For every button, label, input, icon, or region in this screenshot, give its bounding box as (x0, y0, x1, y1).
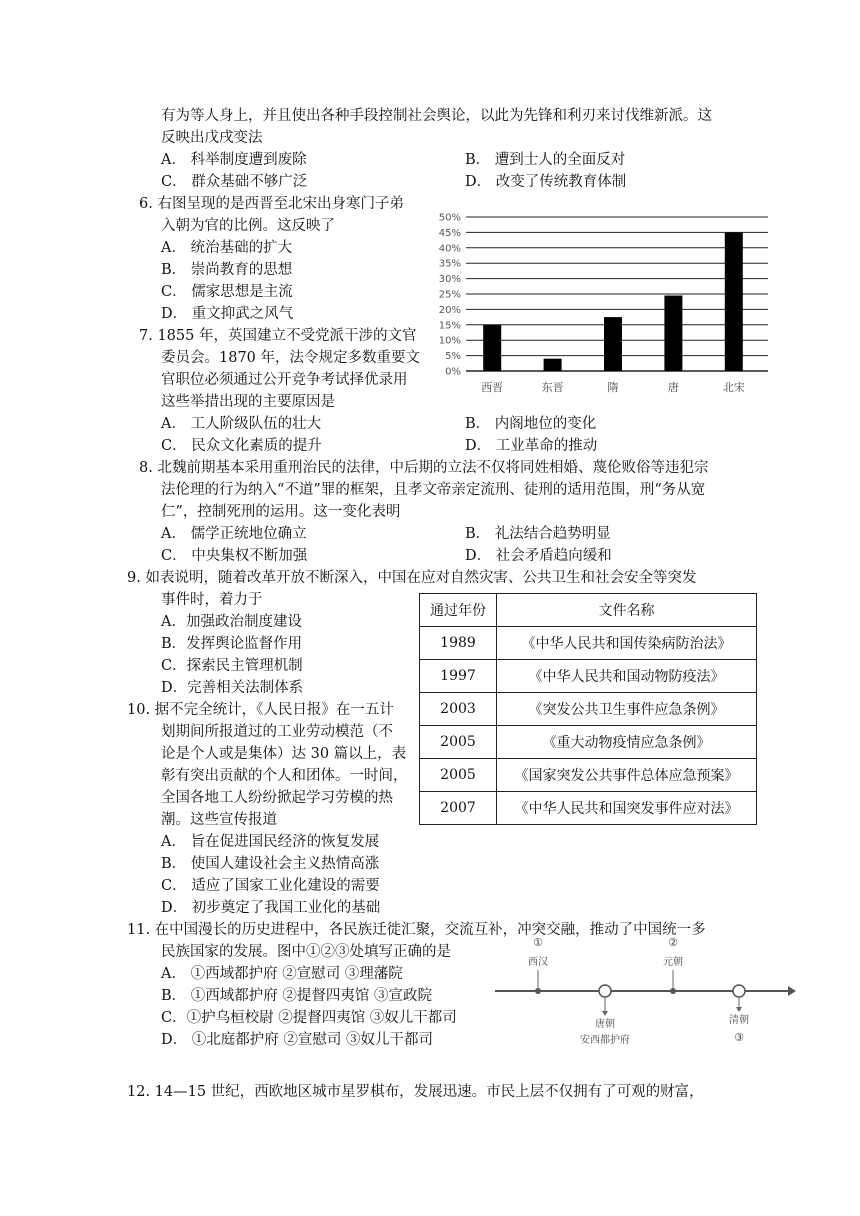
q10-line-1: 10. 据不完全统计，《人民日报》在一五计 (127, 702, 394, 718)
cell-document: 《突发公共卫生事件应急条例》 (497, 693, 757, 726)
q10-line-6: 潮。这些宣传报道 (161, 812, 277, 828)
timeline-node (599, 985, 611, 997)
q9-line-1: 9. 如表说明，随着改革开放不断深入，中国在应对自然灾害、公共卫生和社会安全等突发 (127, 570, 697, 586)
q8-option-a: A． 儒学正统地位确立 (161, 526, 307, 542)
header-year: 通过年份 (420, 594, 497, 627)
q9-option-a: A．加强政治制度建设 (161, 614, 302, 630)
q6-option-a: A． 统治基础的扩大 (161, 240, 293, 256)
law-table-header (420, 594, 757, 627)
q10-line-2: 划期间所报道过的工业劳动模范（不 (161, 724, 393, 740)
q7-line-2: 委员会。1870 年，法令规定多数重要文 (161, 350, 421, 366)
q10-option-d: D． 初步奠定了我国工业化的基础 (161, 900, 381, 916)
y-tick-label: 20% (438, 304, 461, 316)
q9-line-2: 事件时，着力于 (161, 592, 263, 608)
bar (604, 317, 622, 371)
arrow-head-icon (788, 986, 796, 996)
q10-option-b: B． 使国人建设社会主义热情高涨 (161, 856, 380, 872)
q11-option-b: B． ①西域都护府 ②提督四夷馆 ③宣政院 (161, 988, 432, 1004)
q10-option-a: A． 旨在促进国民经济的恢复发展 (161, 834, 380, 850)
q11-option-a: A． ①西域都护府 ②宣慰司 ③理藩院 (161, 966, 403, 982)
x-tick-label: 北宋 (722, 381, 745, 394)
cell-year: 2005 (420, 759, 497, 792)
timeline-dot (535, 988, 541, 994)
x-tick-label: 东晋 (541, 381, 564, 394)
q11-option-c: C．①护乌桓校尉 ②提督四夷馆 ③奴儿干都司 (161, 1010, 457, 1026)
table-row (420, 693, 757, 726)
timeline-node (733, 985, 745, 997)
q5-option-d: D． 改变了传统教育体制 (465, 174, 627, 190)
q8-line-1: 8. 北魏前期基本采用重刑治民的法律，中后期的立法不仅将同姓相婚、蔑伦败俗等违犯宗 (139, 460, 709, 476)
q8-option-c: C． 中央集权不断加强 (161, 548, 308, 564)
cell-year: 1989 (420, 627, 497, 660)
table-row (420, 726, 757, 759)
x-tick-label: 西晋 (481, 381, 504, 394)
q8-option-d: D． 社会矛盾趋向缓和 (465, 548, 612, 564)
q5-line-1: 有为等人身上，并且使出各种手段控制社会舆论，以此为先锋和利刃来讨伐维新派。这 (161, 108, 712, 124)
x-tick-label: 唐 (667, 381, 679, 394)
q7-option-c: C． 民众文化素质的提升 (161, 438, 322, 454)
q5-option-b: B． 遭到士人的全面反对 (465, 152, 626, 168)
bar (725, 232, 743, 371)
timeline-diagram (490, 930, 800, 1050)
q8-option-b: B． 礼法结合趋势明显 (465, 526, 611, 542)
bar (483, 325, 501, 371)
table-row (420, 660, 757, 693)
timeline-label-xihan: 西汉 (528, 957, 548, 968)
cell-year: 1997 (420, 660, 497, 693)
cell-document: 《重大动物疫情应急条例》 (497, 726, 757, 759)
y-tick-label: 45% (438, 227, 461, 239)
cell-document: 《中华人民共和国传染病防治法》 (497, 627, 757, 660)
q6-option-c: C． 儒家思想是主流 (161, 284, 293, 300)
y-tick-label: 35% (438, 258, 461, 270)
down-arrow-icon (736, 1007, 742, 1012)
cell-year: 2005 (420, 726, 497, 759)
y-tick-label: 0% (445, 366, 461, 378)
q9-option-c: C．探索民主管理机制 (161, 658, 303, 674)
q5-option-a: A． 科举制度遭到废除 (161, 152, 307, 168)
y-tick-label: 15% (438, 320, 461, 332)
table-row (420, 792, 757, 825)
y-tick-label: 30% (438, 274, 461, 286)
q9-option-b: B．发挥舆论监督作用 (161, 636, 303, 652)
q10-option-c: C． 适应了国家工业化建设的需要 (161, 878, 380, 894)
law-table (419, 593, 757, 825)
header-document: 文件名称 (497, 594, 757, 627)
down-arrow-icon (602, 1011, 608, 1016)
q5-option-c: C． 群众基础不够广泛 (161, 174, 308, 190)
q11-line-1: 11. 在中国漫长的历史进程中，各民族迁徙汇聚，交流互补，冲突交融，推动了中国统一多 (127, 922, 706, 938)
q10-line-4: 彰有突出贡献的个人和团体。一时间， (161, 768, 408, 784)
timeline-label-yuan: 元朝 (663, 957, 683, 968)
timeline-mark-3: ③ (734, 1031, 744, 1044)
timeline-mark-2: ② (668, 936, 678, 949)
bar (664, 296, 682, 371)
q7-line-4: 这些举措出现的主要原因是 (161, 394, 335, 410)
timeline-label-tang: 唐朝 (595, 1019, 615, 1030)
y-tick-label: 25% (438, 289, 461, 301)
q8-line-3: 仁”，控制死刑的运用。这一变化表明 (161, 504, 401, 520)
q7-option-a: A． 工人阶级队伍的壮大 (161, 416, 322, 432)
q6-line-1: 6. 右图呈现的是西晋至北宋出身寒门子弟 (139, 196, 404, 212)
q9-option-d: D．完善相关法制体系 (161, 680, 304, 696)
y-tick-label: 5% (445, 351, 461, 363)
table-row (420, 759, 757, 792)
q5-line-2: 反映出戊戌变法 (161, 130, 263, 146)
q11-line-2: 民族国家的发展。图中①②③处填写正确的是 (161, 944, 451, 960)
cell-year: 2007 (420, 792, 497, 825)
timeline-label-qing: 清朝 (729, 1015, 749, 1026)
cell-document: 《国家突发公共事件总体应急预案》 (497, 759, 757, 792)
q12-line-1: 12. 14—15 世纪，西欧地区城市星罗棋布，发展迅速。市民上层不仅拥有了可观的财富， (127, 1084, 704, 1100)
y-tick-label: 40% (438, 243, 461, 255)
bar (544, 359, 562, 371)
timeline-mark-1: ① (533, 936, 543, 949)
q6-option-b: B． 崇尚教育的思想 (161, 262, 293, 278)
q7-line-3: 官职位必须通过公开竞争考试择优录用 (161, 372, 408, 388)
q7-option-d: D． 工业革命的推动 (465, 438, 598, 454)
y-tick-label: 50% (438, 212, 461, 224)
cell-document: 《中华人民共和国动物防疫法》 (497, 660, 757, 693)
timeline-dot (670, 988, 676, 994)
q7-option-b: B． 内阁地位的变化 (465, 416, 597, 432)
cell-document: 《中华人民共和国突发事件应对法》 (497, 792, 757, 825)
y-tick-label: 10% (438, 335, 461, 347)
bar-chart (430, 205, 775, 400)
q11-option-d: D． ①北庭都护府 ②宣慰司 ③奴儿干都司 (161, 1032, 433, 1048)
q7-line-1: 7. 1855 年，英国建立不受党派干涉的文官 (139, 328, 417, 344)
x-tick-label: 隋 (607, 381, 619, 394)
q6-line-2: 入朝为官的比例。这反映了 (161, 218, 335, 234)
q8-line-2: 法伦理的行为纳入“不道”罪的框架，且孝文帝亲定流刑、徒刑的适用范围，刑“务从宽 (161, 482, 706, 498)
q10-line-5: 全国各地工人纷纷掀起学习劳模的热 (161, 790, 393, 806)
table-row (420, 627, 757, 660)
q10-line-3: 论是个人或是集体）达 30 篇以上，表 (161, 746, 407, 762)
cell-year: 2003 (420, 693, 497, 726)
q6-option-d: D． 重文抑武之风气 (161, 306, 294, 322)
timeline-label-anxi: 安西都护府 (580, 1035, 630, 1046)
